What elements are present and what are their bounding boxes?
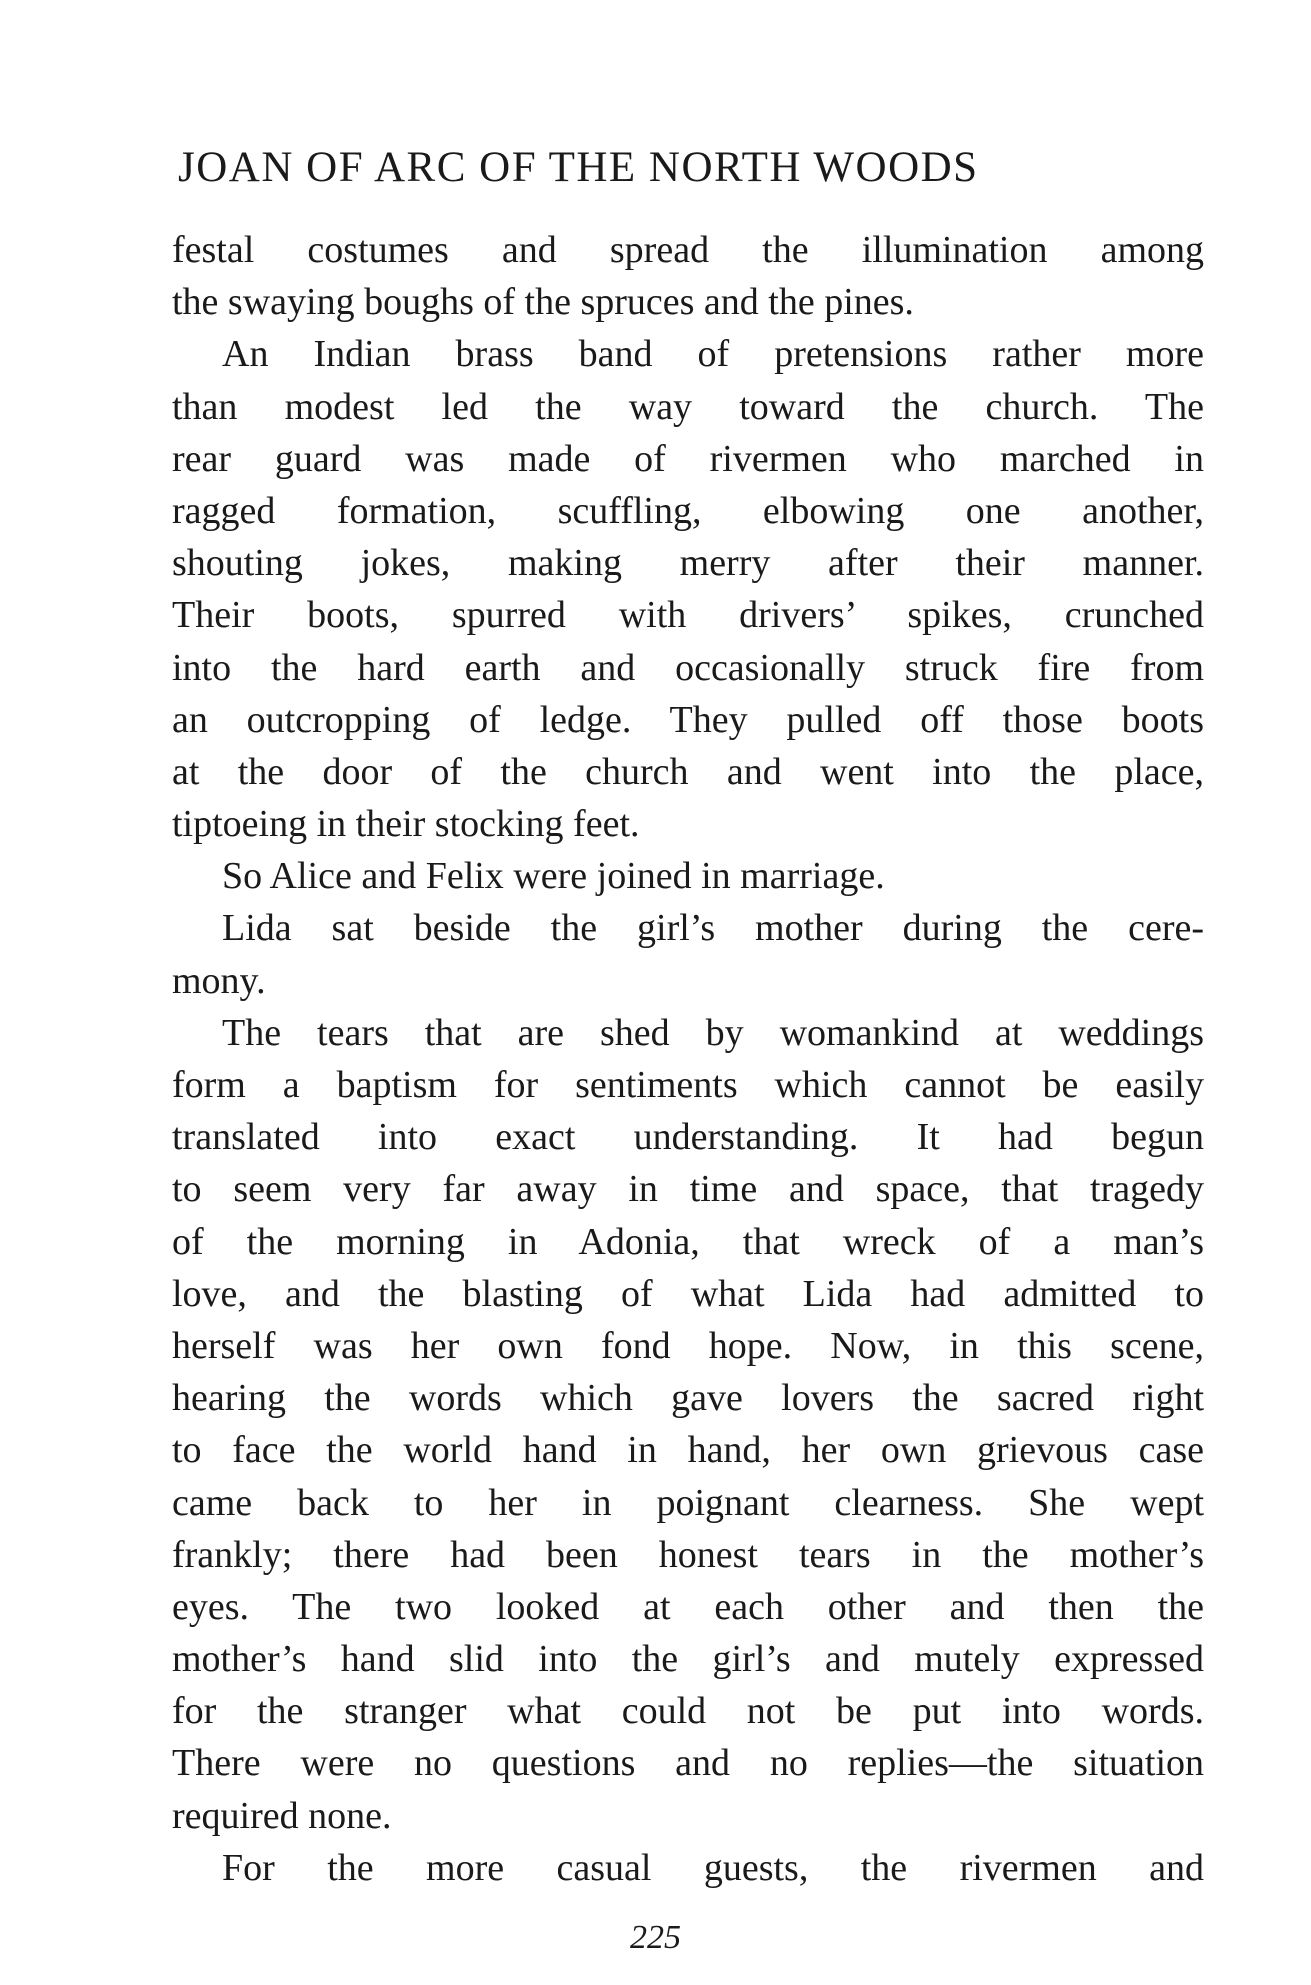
text-line: festal costumes and spread the illumination among (172, 229, 1204, 271)
text-line: There were no questions and no replies—the situation (172, 1742, 1204, 1785)
text-line: the swaying boughs of the spruces and the pines. (172, 281, 914, 324)
text-line: love, and the blasting of what Lida had admitted to (172, 1272, 1204, 1315)
text-line: translated into exact understanding. It had begun (172, 1116, 1204, 1159)
text-line: herself was her own fond hope. Now, in this scene, (172, 1324, 1204, 1367)
text-line: So Alice and Felix were joined in marriage. (222, 855, 885, 898)
text-line: to face the world hand in hand, her own grievous case (172, 1429, 1204, 1472)
text-line: eyes. The two looked at each other and then the (172, 1585, 1204, 1628)
text-line: of the morning in Adonia, that wreck of a man’s (172, 1220, 1204, 1263)
text-line: frankly; there had been honest tears in the mother’s (172, 1533, 1204, 1576)
text-line: at the door of the church and went into the place, (172, 750, 1204, 793)
text-line: form a baptism for sentiments which cannot be easily (172, 1064, 1204, 1106)
text-line: an outcropping of ledge. They pulled off those boots (172, 698, 1204, 741)
text-line: mother’s hand slid into the girl’s and mutely expressed (172, 1638, 1204, 1681)
text-line: required none. (172, 1794, 392, 1837)
text-line: mony. (172, 959, 266, 1002)
text-line: rear guard was made of rivermen who marched in (172, 437, 1204, 480)
running-head: JOAN OF ARC OF THE NORTH WOODS (178, 144, 979, 191)
text-line: hearing the words which gave lovers the sacred right (172, 1377, 1204, 1420)
text-line: into the hard earth and occasionally struck fire from (172, 646, 1204, 689)
text-line: than modest led the way toward the church. The (172, 385, 1204, 428)
text-line: Lida sat beside the girl’s mother during the cere- (222, 907, 1204, 950)
text-line: An Indian brass band of pretensions rather more (222, 333, 1204, 376)
text-line: for the stranger what could not be put into words. (172, 1690, 1204, 1733)
text-line: The tears that are shed by womankind at weddings (222, 1011, 1204, 1054)
text-line: came back to her in poignant clearness. She wept (172, 1481, 1204, 1524)
text-line: tiptoeing in their stocking feet. (172, 803, 640, 846)
text-line: Their boots, spurred with drivers’ spikes, crunched (172, 594, 1204, 637)
text-line: ragged formation, scuffling, elbowing one another, (172, 489, 1204, 532)
page-number: 225 (630, 1919, 681, 1956)
text-line: to seem very far away in time and space, that tragedy (172, 1168, 1204, 1211)
body-text (172, 224, 1204, 1894)
text-line: For the more casual guests, the rivermen and (222, 1846, 1204, 1889)
text-line: shouting jokes, making merry after their manner. (172, 542, 1204, 585)
